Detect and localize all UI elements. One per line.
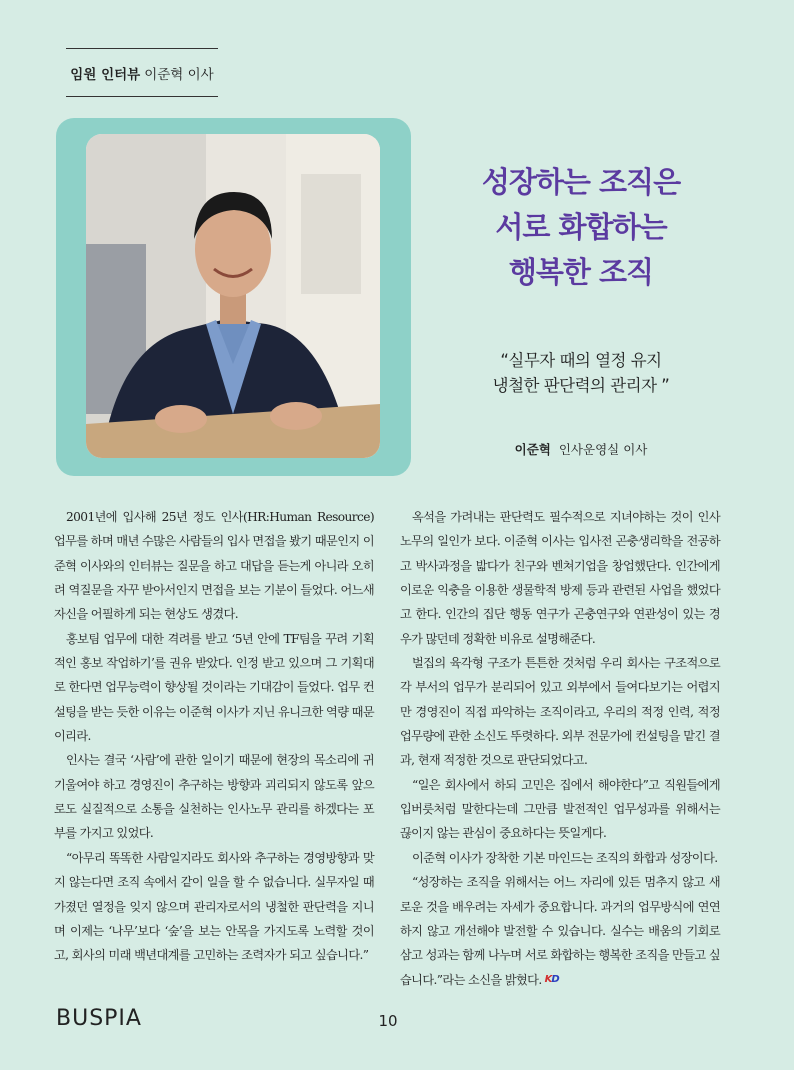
kd-logo-d: D: [551, 973, 559, 985]
paragraph: 2001년에 입사해 25년 정도 인사(HR:Human Resource) 업무를 하며 매년 수많은 사람들의 입사 면접을 봤기 때문인지 이준혁 이사와의 인터뷰는 질문을 하고 대답을 듣는게 아니라 오히려 역질문을 자꾸 받아서인지 면접을 보는 기분이 들었다. 어느새 자신을 어필하게 되는 현상도 생겼다.: [54, 510, 374, 622]
paragraph: 옥석을 가려내는 판단력도 필수적으로 지녀야하는 것이 인사노무의 일인가 보다. 이준혁 이사는 입사전 곤충생리학을 전공하고 박사과정을 밟다가 친구와 벤쳐기업을 창업했단다. 인간에게 이로운 익충을 이용한 생물학적 방제 등과 관련된 사업을 했었다고 한다. 인간의 집단 행동 연구가 곤충연구와 연관성이 있는 경우가 많던데 정확한 비유로 설명해준다.: [400, 510, 720, 646]
section-subject: 이준혁 이사: [144, 66, 214, 83]
sub-quote-line-2: 냉철한 판단력의 관리자 ”: [492, 376, 670, 395]
headline-line-1: 성장하는 조직은: [481, 165, 681, 199]
paragraph-last: [400, 870, 720, 992]
body-column-left: [54, 505, 374, 968]
photo-frame: [56, 118, 411, 476]
sub-quote: [420, 348, 742, 398]
interview-photo: [86, 134, 380, 458]
byline: [420, 440, 742, 458]
byline-title: 인사운영실 이사: [558, 442, 648, 457]
headline: [420, 160, 742, 295]
paragraph: 벌집의 육각형 구조가 튼튼한 것처럼 우리 회사는 구조적으로 각 부서의 업무가 분리되어 있고 외부에서 들여다보기는 어렵지만 경영진이 직접 파악하는 조직이라고, 우리의 적정 인력, 적정 업무량에 관한 소신도 뚜렷하다. 외부 전문가에 컨설팅을 맡긴 결과, 현재 적정한 것으로 판단되었다고.: [400, 656, 720, 768]
paragraph: 홍보팀 업무에 대한 격려를 받고 ‘5년 안에 TF팀을 꾸려 기획적인 홍보 작업하기’를 권유 받았다. 인정 받고 있으며 그 기획대로 한다면 업무능력이 향상될 것이라는 기대감이 들었다. 업무 컨설팅을 받는 듯한 이유는 이준혁 이사가 지닌 유니크한 역량 때문이리라.: [54, 631, 374, 744]
paragraph: 이준혁 이사가 장착한 기본 마인드는 조직의 화합과 성장이다.: [412, 850, 718, 865]
kd-end-logo: [545, 968, 559, 992]
paragraph: 인사는 결국 ‘사람’에 관한 일이기 때문에 현장의 목소리에 귀기울여야 하고 경영진이 추구하는 방향과 괴리되지 않도록 앞으로도 실질적으로 소통을 실천하는 인사노무 관리를 하겠다는 포부를 가지고 있었다.: [54, 753, 374, 841]
body-column-right: [400, 505, 720, 992]
section-header: [66, 48, 218, 97]
page-number: 10: [378, 1012, 398, 1030]
paragraph: “일은 회사에서 하되 고민은 집에서 해야한다”고 직원들에게 입버릇처럼 말한다는데 그만큼 발전적인 업무성과를 위해서는 끊이지 않는 관심이 중요하다는 뜻일게다.: [400, 777, 720, 841]
headline-line-2: 서로 화합하는: [495, 210, 667, 244]
brand-logo: BUSPIA: [56, 1006, 142, 1031]
sub-quote-line-1: “실무자 때의 열정 유지: [500, 351, 662, 370]
paragraph: “아무리 똑똑한 사람일지라도 회사와 추구하는 경영방향과 맞지 않는다면 조직 속에서 같이 일을 할 수 없습니다. 실무자일 때 가졌던 열정을 잊지 않으며 관리자로서의 냉철한 판단력을 지니며 이제는 ‘나무’보다 ‘숲’을 보는 안목을 가지도록 노력할 것이고, 회사의 미래 백년대계를 고민하는 조력자가 되고 싶습니다.”: [54, 850, 374, 963]
kd-logo-k: K: [544, 973, 552, 985]
headline-line-3: 행복한 조직: [508, 255, 654, 289]
section-category: 임원 인터뷰: [70, 66, 141, 83]
paragraph-text: “성장하는 조직을 위해서는 어느 자리에 있든 멈추지 않고 새로운 것을 배우려는 자세가 중요합니다. 과거의 업무방식에 연연하지 않고 개선해야 발전할 수 있습니다. 실수는 배움의 기회로 삼고 성과는 함께 나누며 서로 화합하는 행복한 조직을 만들고 싶습니다.”라는 소신을 밝혔다.: [400, 875, 720, 987]
byline-name: 이준혁: [514, 442, 551, 457]
